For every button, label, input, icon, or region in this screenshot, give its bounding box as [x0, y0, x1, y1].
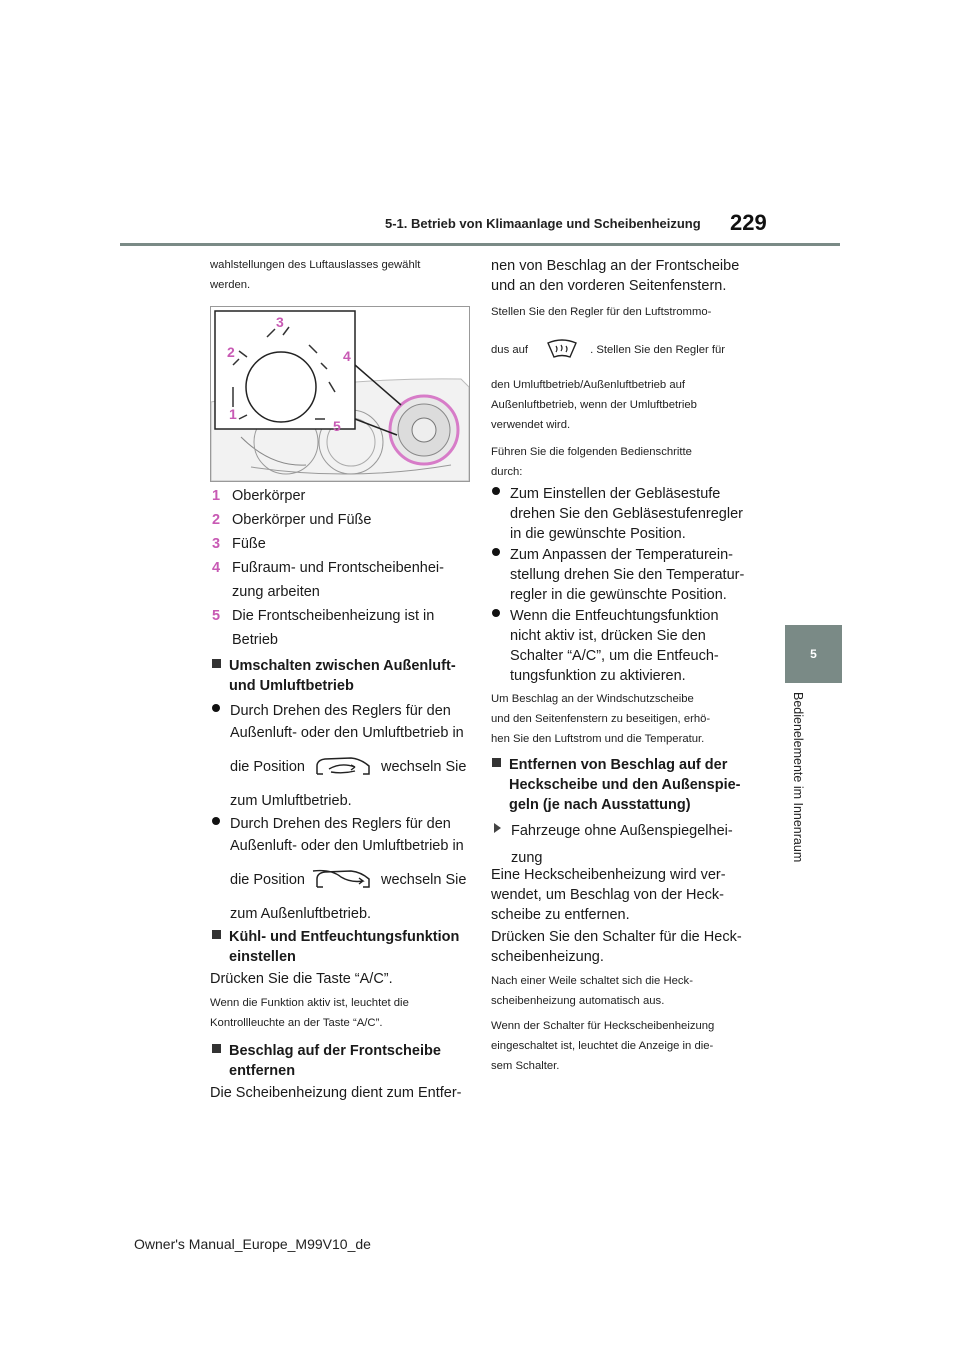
list-item: 4 Fußraum- und Frontscheibenhei-	[212, 560, 444, 576]
chapter-number: 5	[810, 647, 817, 661]
mode-list	[212, 484, 482, 652]
list-item: 5 Die Frontscheibenheizung ist in	[212, 608, 435, 624]
chapter-title: Bedienelemente im Innenraum	[791, 692, 805, 863]
bullet-icon	[492, 487, 500, 495]
page-number: 229	[730, 210, 767, 235]
list-item-cont: Betrieb	[232, 632, 278, 648]
front-defog-text-cont: nen von Beschlag an der Frontscheibe und an den vorderen Seitenfenstern.	[491, 258, 740, 294]
heading-line: entfernen	[229, 1063, 296, 1079]
bullet-dehumidify: Wenn die Entfeuchtungsfunktion nicht aktiv ist, drücken Sie den Schalter “A/C”, um die Entfeuch- tungsfunktion zu aktivieren.	[492, 606, 762, 686]
intro-text	[210, 256, 480, 296]
note-block: Um Beschlag an der Windschutzscheibe und den Seitenfenstern zu beseitigen, erhö- hen Sie den Luftstrom und die Temperatur.	[491, 693, 711, 745]
bullet-recirc: Durch Drehen des Reglers für den Außenluft- oder den Umluftbetrieb in die Position wechseln Sie zum Umluftbetrieb.	[212, 700, 482, 812]
fig-label-4: 4	[343, 348, 351, 364]
bullet-icon	[492, 609, 500, 617]
triangle-bullet-icon	[494, 823, 501, 833]
heading-line: einstellen	[229, 949, 296, 965]
footer-doc-id: Owner's Manual_Europe_M99V10_de	[134, 1236, 371, 1252]
bullet-icon	[212, 704, 220, 712]
note-line: Stellen Sie den Regler für den Luftstrommo-	[491, 306, 712, 318]
heading-recirculation	[212, 656, 482, 696]
text-line: wahlstellungen des Luftauslasses gewählt	[210, 259, 421, 271]
heading-rear-defog: Entfernen von Beschlag auf der Heckscheibe und den Außenspie- geln (je nach Ausstattung)	[492, 755, 762, 815]
chapter-tab	[785, 625, 842, 683]
note-line-with-icon: dus auf . Stellen Sie den Regler für	[491, 334, 761, 368]
recirculation-icon	[311, 754, 375, 780]
note-block: Führen Sie die folgenden Bedienschritte durch:	[491, 446, 692, 478]
square-bullet-icon	[212, 659, 221, 668]
square-bullet-icon	[492, 758, 501, 767]
note-block: den Umluftbetrieb/Außenluftbetrieb auf Außenluftbetrieb, wenn der Umluftbetrieb verwendet wird.	[491, 379, 697, 431]
chapter-title-vertical	[787, 692, 807, 882]
fig-label-2: 2	[227, 344, 235, 360]
bullet-icon	[212, 817, 220, 825]
dial-illustration	[211, 307, 469, 481]
note-block: Nach einer Weile schaltet sich die Heck- scheibenheizung automatisch aus.	[491, 975, 693, 1007]
heading-front-defog: Beschlag auf der Frontscheibe entfernen	[212, 1041, 482, 1081]
bullet-fan: Zum Einstellen der Gebläsestufe drehen Sie den Gebläsestufenregler in die gewünschte Position.	[492, 484, 762, 544]
front-defog-text: Die Scheibenheizung dient zum Entfer-	[210, 1085, 462, 1101]
bullet-fresh-air: Durch Drehen des Reglers für den Außenluft- oder den Umluftbetrieb in die Position wechseln Sie zum Außenluftbetrieb.	[212, 813, 482, 925]
ac-note: Wenn die Funktion aktiv ist, leuchtet die Kontrollleuchte an der Taste “A/C”.	[210, 997, 409, 1029]
list-item: 3 Füße	[212, 536, 266, 552]
text-line: Außenluft- oder den Umluftbetrieb in	[230, 725, 464, 741]
square-bullet-icon	[212, 930, 221, 939]
figure-airflow-dial	[210, 306, 470, 482]
list-item: 1 Oberkörper	[212, 488, 306, 504]
rear-defog-press: Drücken Sie den Schalter für die Heck- scheibenheizung.	[491, 929, 742, 965]
windshield-defrost-icon	[542, 337, 582, 365]
heading-ac: Kühl- und Entfeuchtungsfunktion einstellen	[212, 927, 482, 967]
text-line: Außenluft- oder den Umluftbetrieb in	[230, 838, 464, 854]
fig-label-1: 1	[229, 406, 237, 422]
rear-defog-text: Eine Heckscheibenheizung wird ver- wendet, um Beschlag von der Heck- scheibe zu entfernen.	[491, 867, 726, 923]
section-title: 5-1. Betrieb von Klimaanlage und Scheibenheizung	[385, 216, 701, 231]
fig-label-5: 5	[333, 418, 341, 434]
fig-label-3: 3	[276, 314, 284, 330]
ac-instruction: Drücken Sie die Taste “A/C”.	[210, 971, 393, 987]
heading-line: Umschalten zwischen Außenluft-	[212, 656, 482, 676]
bullet-icon	[492, 548, 500, 556]
text-line: zum Umluftbetrieb.	[230, 793, 352, 809]
note-block: Wenn der Schalter für Heckscheibenheizung eingeschaltet ist, leuchtet die Anzeige in die- sem Schalter.	[491, 1020, 715, 1072]
sub-heading-no-mirror-heater: Fahrzeuge ohne Außenspiegelhei- zung	[494, 820, 764, 869]
fresh-air-icon	[311, 867, 375, 893]
list-item-cont: zung arbeiten	[232, 584, 320, 600]
list-item: 2 Oberkörper und Füße	[212, 512, 372, 528]
square-bullet-icon	[212, 1044, 221, 1053]
text-line: zum Außenluftbetrieb.	[230, 906, 372, 922]
heading-line: und Umluftbetrieb	[229, 678, 354, 694]
bullet-temp: Zum Anpassen der Temperaturein- stellung drehen Sie den Temperatur- regler in die gewünschte Position.	[492, 545, 762, 605]
header-rule	[120, 243, 840, 246]
text-line: werden.	[210, 278, 251, 291]
